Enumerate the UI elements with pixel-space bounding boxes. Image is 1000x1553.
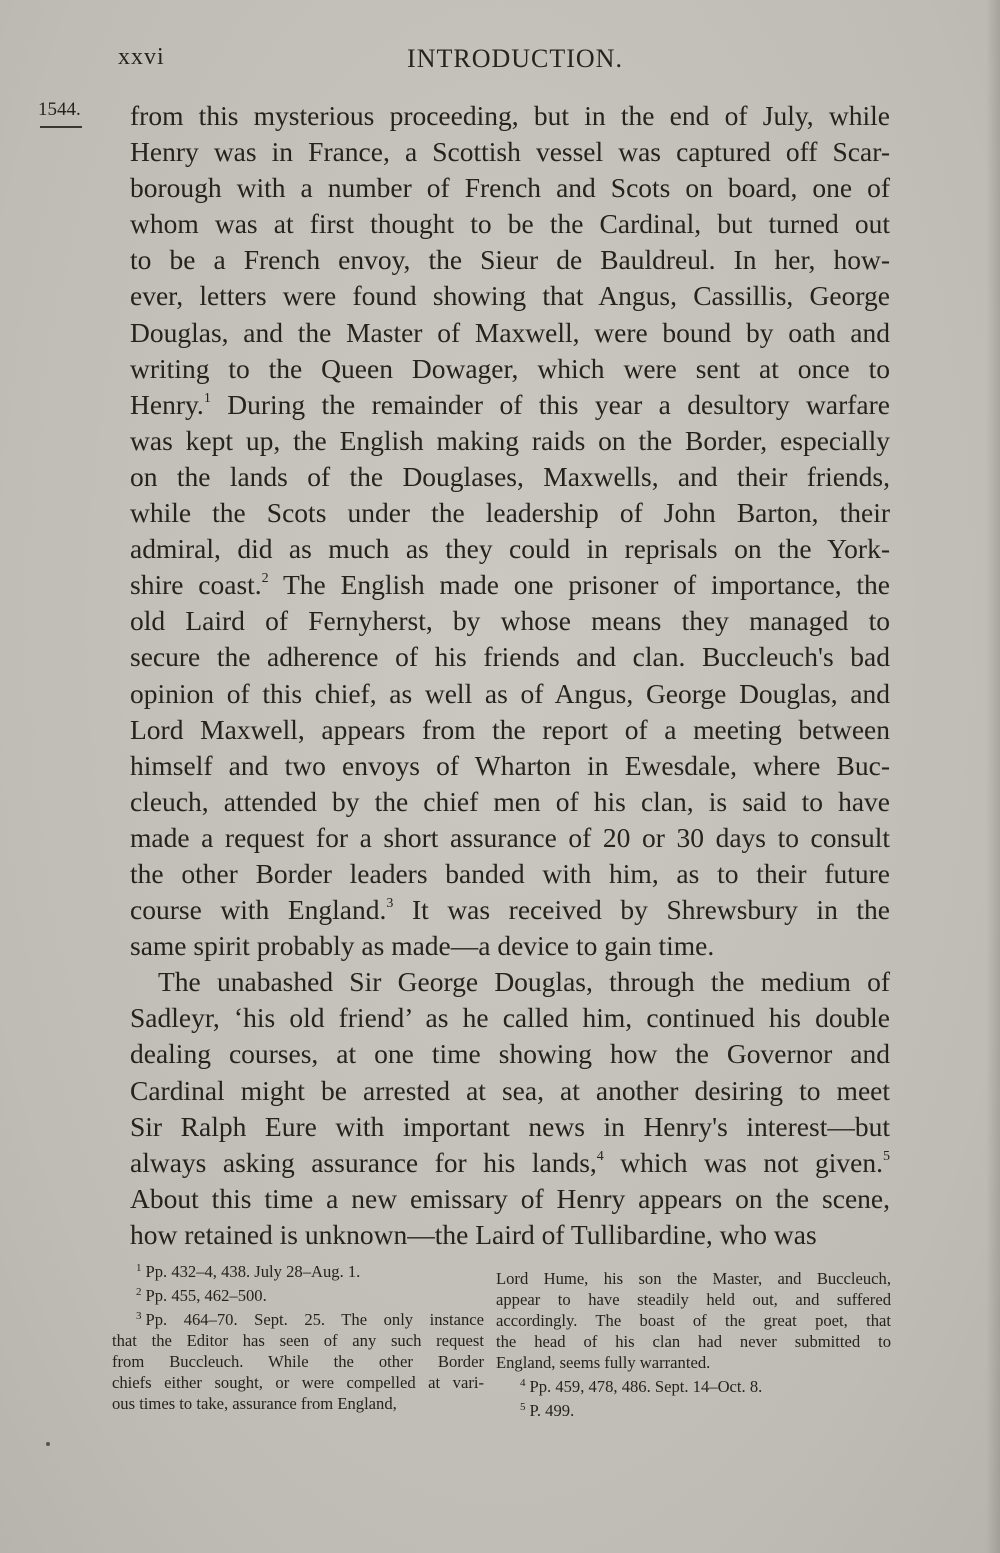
line-text: made a request for a short assurance of 20 or 30 days to consult	[130, 821, 890, 853]
footnote-line	[496, 1268, 891, 1289]
footnote-text: accordingly. The boast of the great poet, that	[496, 1311, 891, 1330]
text-line	[130, 1036, 890, 1072]
footnote-text: that the Editor has seen of any such request	[112, 1331, 484, 1350]
footnote-ref: 4	[596, 1148, 604, 1164]
footnote-line	[112, 1351, 484, 1372]
margin-year: 1544.	[38, 99, 81, 120]
footnote-text: Pp. 432–4, 438. July 28–Aug. 1.	[145, 1262, 361, 1281]
text-line	[130, 676, 890, 712]
text-line	[130, 1000, 890, 1036]
page-edge-shadow	[986, 0, 1000, 1553]
line-text: to be a French envoy, the Sieur de Bauldreul. In her, how-	[130, 244, 890, 276]
line-text: Sir Ralph Eure with important news in Henry's interest—but	[130, 1110, 890, 1142]
line-text: how retained is unknown—the Laird of Tullibardine, who was	[130, 1218, 817, 1250]
text-line	[130, 892, 890, 928]
text-line	[130, 567, 890, 603]
text-line	[130, 964, 890, 1000]
footnote-text: from Buccleuch. While the other Border	[112, 1352, 484, 1371]
footnote-text: the head of his clan had never submitted to	[496, 1332, 891, 1351]
footnotes-right-column	[496, 1268, 891, 1421]
text-line	[130, 170, 890, 206]
line-text: was kept up, the English making raids on the Border, especially	[130, 424, 890, 456]
margin-rule	[40, 126, 82, 128]
text-line	[130, 531, 890, 567]
line-text: Lord Maxwell, appears from the report of a meeting between	[130, 713, 890, 745]
text-line	[130, 1073, 890, 1109]
footnote-number: 3	[136, 1310, 142, 1322]
line-text: The English made one prisoner of importance, the	[268, 569, 891, 601]
footnote-text: ous times to take, assurance from England,	[112, 1394, 397, 1413]
paragraph-2	[130, 964, 890, 1253]
text-line	[130, 98, 890, 134]
footnote-text: appear to have steadily held out, and suffered	[496, 1290, 891, 1309]
text-line	[130, 748, 890, 784]
text-line	[130, 820, 890, 856]
line-text: Douglas, and the Master of Maxwell, were bound by oath and	[130, 316, 890, 348]
text-line	[130, 1217, 890, 1253]
paragraph-1	[130, 98, 890, 964]
text-line	[130, 278, 890, 314]
text-line	[130, 1145, 890, 1181]
running-head: INTRODUCTION.	[407, 44, 623, 73]
line-text: Cardinal might be arrested at sea, at another desiring to meet	[130, 1074, 890, 1106]
footnote-text: chiefs either sought, or were compelled at vari-	[112, 1373, 484, 1392]
text-line	[130, 639, 890, 675]
line-text: Sadleyr, ‘his old friend’ as he called him, continued his double	[130, 1002, 890, 1034]
page-folio: xxvi	[118, 44, 165, 70]
line-text: secure the adherence of his friends and clan. Buccleuch's bad	[130, 641, 890, 673]
line-text: which was not given.	[603, 1146, 883, 1178]
body-text	[130, 98, 890, 1253]
text-line	[130, 856, 890, 892]
footnote-line	[496, 1352, 891, 1373]
line-text: same spirit probably as made—a device to gain time.	[130, 930, 715, 962]
footnote-line	[112, 1306, 484, 1330]
text-line	[130, 784, 890, 820]
line-text: About this time a new emissary of Henry appears on the scene,	[130, 1182, 890, 1214]
text-line	[130, 423, 890, 459]
text-line	[130, 315, 890, 351]
footnote-line	[112, 1330, 484, 1351]
line-text: on the lands of the Douglases, Maxwells, and their friends,	[130, 460, 890, 492]
footnote-text: Pp. 459, 478, 486. Sept. 14–Oct. 8.	[529, 1377, 763, 1396]
footnote-text: Pp. 464–70. Sept. 25. The only instance	[145, 1310, 484, 1329]
footnote-ref: 1	[203, 390, 211, 406]
line-text: cleuch, attended by the chief men of his clan, is said to have	[130, 785, 890, 817]
line-text: It was received by Shrewsbury in the	[393, 894, 890, 926]
text-line	[130, 1181, 890, 1217]
footnote-text: P. 499.	[529, 1401, 575, 1420]
footnote-line	[496, 1397, 891, 1421]
text-line	[130, 206, 890, 242]
line-text: ever, letters were found showing that Angus, Cassillis, George	[130, 280, 890, 312]
line-text: During the remainder of this year a desultory warfare	[210, 388, 890, 420]
footnote-number: 2	[136, 1286, 142, 1298]
footnote-number: 4	[520, 1377, 526, 1389]
footnote-number: 5	[520, 1401, 526, 1413]
footnote-ref: 5	[882, 1148, 890, 1164]
text-line	[130, 603, 890, 639]
text-line	[130, 387, 890, 423]
text-line	[130, 351, 890, 387]
line-text: himself and two envoys of Wharton in Ewesdale, where Buc-	[130, 749, 890, 781]
line-text: the other Border leaders banded with him, as to their future	[130, 857, 890, 889]
line-text: The unabashed Sir George Douglas, through the medium of	[158, 966, 890, 998]
text-line	[130, 712, 890, 748]
text-line	[130, 134, 890, 170]
line-text: writing to the Queen Dowager, which were sent at once to	[130, 352, 890, 384]
line-text: dealing courses, at one time showing how the Governor and	[130, 1038, 890, 1070]
footnote-ref: 3	[386, 896, 394, 912]
line-text: old Laird of Fernyherst, by whose means they managed to	[130, 605, 890, 637]
footnote-text: Pp. 455, 462–500.	[145, 1286, 267, 1305]
footnote-ref: 2	[261, 571, 269, 587]
line-text: admiral, did as much as they could in reprisals on the York-	[130, 533, 890, 565]
line-text: whom was at first thought to be the Cardinal, but turned out	[130, 208, 890, 240]
text-line	[130, 495, 890, 531]
line-text: course with England.	[130, 894, 387, 926]
footnote-line	[112, 1282, 484, 1306]
line-text: always asking assurance for his lands,	[130, 1146, 597, 1178]
line-text: borough with a number of French and Scots on board, one of	[130, 172, 890, 204]
text-line	[130, 459, 890, 495]
text-line	[130, 242, 890, 278]
footnote-text: England, seems fully warranted.	[496, 1353, 711, 1372]
line-text: Henry.	[130, 388, 204, 420]
text-line	[130, 1109, 890, 1145]
paper-speck	[46, 1442, 50, 1446]
footnote-text: Lord Hume, his son the Master, and Buccleuch,	[496, 1269, 891, 1288]
footnotes-left-column	[112, 1258, 484, 1414]
line-text: from this mysterious proceeding, but in the end of July, while	[130, 100, 890, 131]
line-text: shire coast.	[130, 569, 262, 601]
footnote-line	[496, 1373, 891, 1397]
footnote-line	[112, 1393, 484, 1414]
line-text: while the Scots under the leadership of John Barton, their	[130, 497, 890, 529]
line-text: opinion of this chief, as well as of Angus, George Douglas, and	[130, 677, 890, 709]
footnote-line	[112, 1372, 484, 1393]
footnote-line	[496, 1310, 891, 1331]
footnote-line	[496, 1331, 891, 1352]
footnote-line	[112, 1258, 484, 1282]
line-text: Henry was in France, a Scottish vessel was captured off Scar-	[130, 136, 890, 168]
footnote-line	[496, 1289, 891, 1310]
text-line	[130, 928, 890, 964]
footnote-number: 1	[136, 1262, 142, 1274]
